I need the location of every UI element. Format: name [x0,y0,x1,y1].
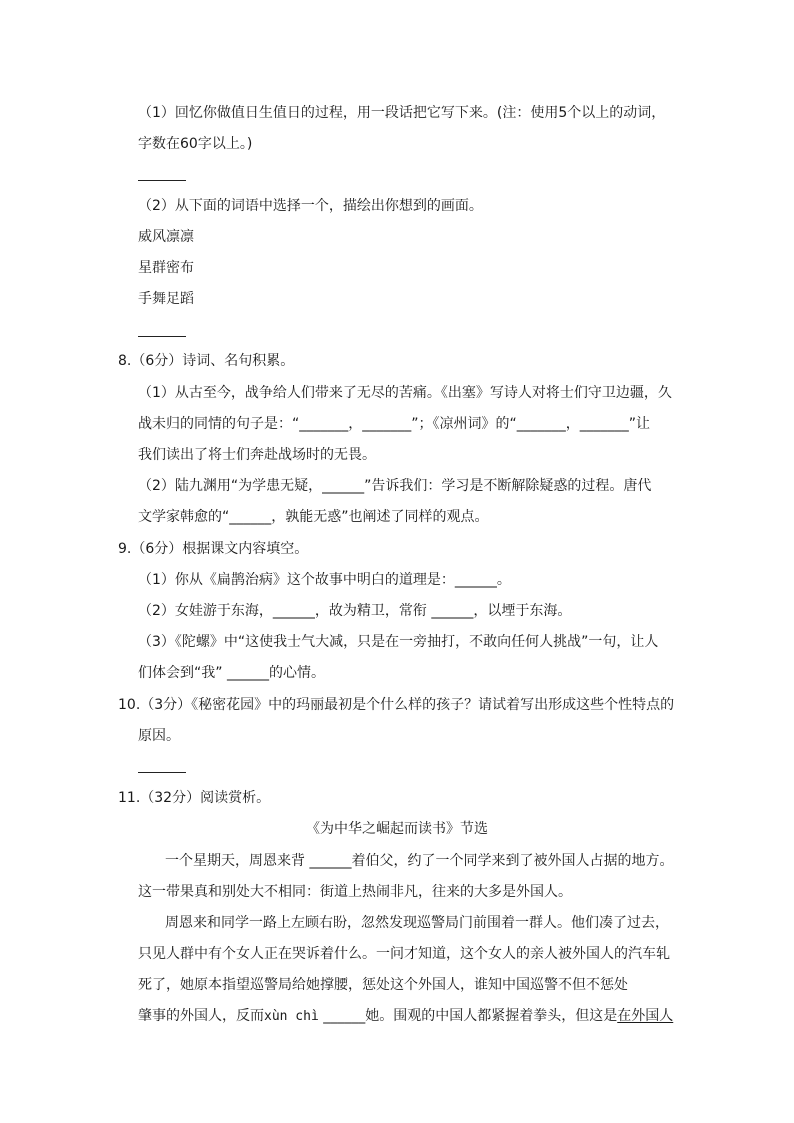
q7-word-1: 威风凛凛 [138,229,194,245]
q9-header: 9.（6分）根据课文内容填空。 [118,541,309,557]
q7-word-2: 星群密布 [138,260,194,276]
q10-header-line2: 原因。 [138,728,180,744]
underlined-text: 在外国人 [617,1008,674,1024]
q10-header-line1: 10.（3分）《秘密花园》中的玛丽最初是个什么样的孩子？请试着写出形成这些个性特点的 [118,697,675,713]
q9-sub1: （1）你从《扁鹊治病》这个故事中明白的道理是：______。 [138,572,511,588]
q7-word-3: 手舞足蹈 [138,291,194,307]
passage-p1-line1: 一个星期天，周恩来背 ______着伯父，约了一个同学来到了被外国人占据的地方。 [165,853,674,869]
q8-header: 8.（6分）诗词、名句积累。 [118,353,295,369]
passage-title: 《为中华之崛起而读书》节选 [306,821,488,837]
q8-sub2-line1: （2）陆九渊用“为学患无疑，______”告诉我们：学习是不断解除疑惑的过程。唐代 [138,478,652,494]
q8-sub2-line2: 文学家韩愈的“______，孰能无惑”也阐述了同样的观点。 [138,509,489,525]
passage-text: 肇事的外国人，反而 [138,1008,264,1024]
q8-sub1-line3: 我们读出了将士们奔赴战场时的无畏。 [138,447,376,463]
q8-sub1-line1: （1）从古至今，战争给人们带来了无尽的苦痛。《出塞》写诗人对将士们守卫边疆，久 [138,385,672,401]
passage-p1-line2: 这一带果真和别处大不相同：街道上热闹非凡，往来的大多是外国人。 [138,884,572,900]
q8-sub1-line2: 战未归的同情的句子是：“_______，_______”；《凉州词》的“_______，_______”让 [138,416,651,432]
q11-header: 11.（32分）阅读赏析。 [118,790,271,806]
answer-blank-line [138,180,186,181]
q7-sub1-line2: 字数在60字以上。) [138,136,253,152]
passage-p2-line1: 周恩来和同学一路上左顾右盼，忽然发现巡警局门前围着一群人。他们凑了过去， [165,915,669,931]
passage-p2-line3: 死了，她原本指望巡警局给她撑腰，惩处这个外国人，谁知中国巡警不但不惩处 [138,977,628,993]
pinyin-text: xùn chì [264,1009,319,1024]
q9-sub3-line2: 们体会到“我” ______的心情。 [138,665,325,681]
q7-sub2: （2）从下面的词语中选择一个，描绘出你想到的画面。 [138,198,483,214]
answer-blank-line [138,772,186,773]
q9-sub2: （2）女娃游于东海，______，故为精卫，常衔 ______，以堙于东海。 [138,603,572,619]
q7-sub1-line1: （1）回忆你做值日生值日的过程，用一段话把它写下来。(注：使用5个以上的动词， [138,105,666,121]
q9-sub3-line1: （3）《陀螺》中“这使我士气大减，只是在一旁抽打，不敢向任何人挑战”一句，让人 [138,634,659,650]
passage-text: ______她。围观的中国人都紧握着拳头，但这是 [318,1008,618,1024]
passage-p2-line4 [138,1006,673,1027]
answer-blank-line [138,336,186,337]
passage-p2-line2: 只见人群中有个女人正在哭诉着什么。一问才知道，这个女人的亲人被外国人的汽车轧 [138,946,670,962]
